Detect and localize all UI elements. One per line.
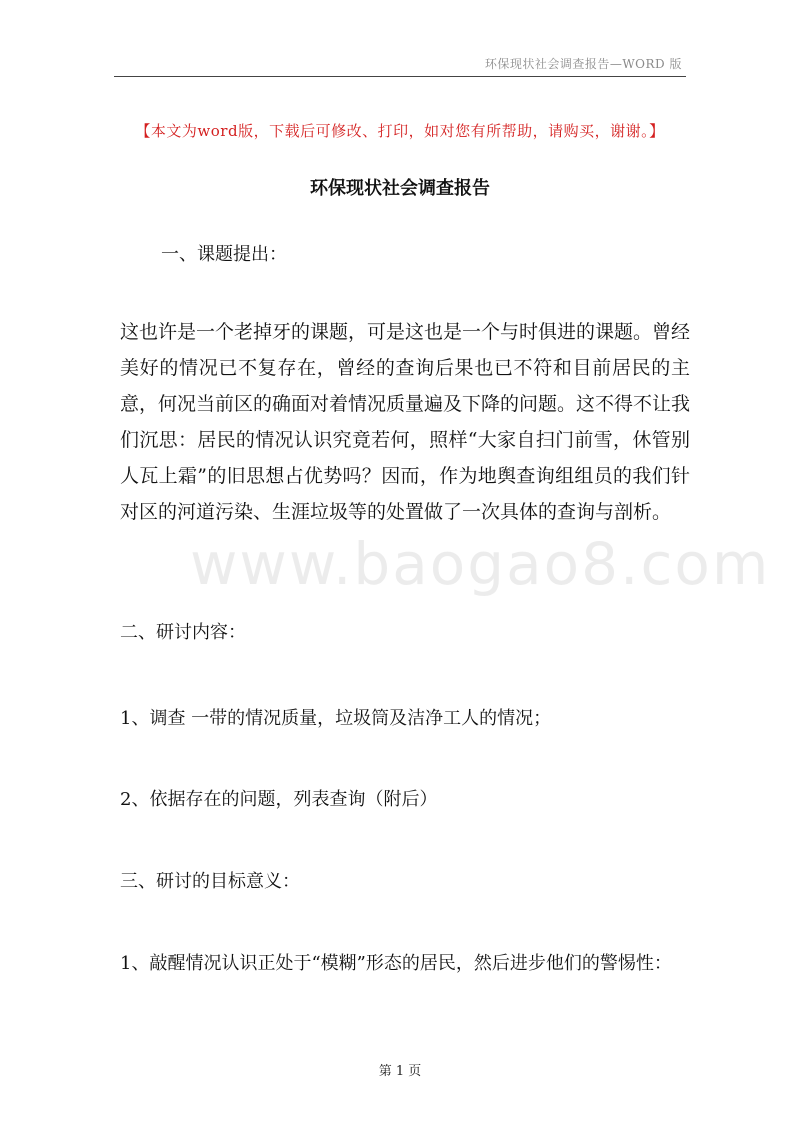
body-paragraph-1: 这也许是一个老掉牙的课题，可是这也是一个与时俱进的课题。曾经美好的情况已不复存在，曾经的查询后果也已不符和目前居民的主意，何况当前区的确面对着情况质量遍及下降的问题。这不得不让我们沉思：居民的情况认识究竟若何，照样“大家自扫门前雪，休管别人瓦上霜”的旧思想占优势吗？因而，作为地舆查询组组员的我们针对区的河道污染、生涯垃圾等的处置做了一次具体的查询与剖析。 bbox=[120, 321, 691, 523]
watermark: www.baogao8.com bbox=[190, 530, 771, 598]
document-title: 环保现状社会调查报告 bbox=[310, 178, 490, 199]
purchase-notice: 【本文为word版，下载后可修改、打印，如对您有所帮助，请购买，谢谢。】 bbox=[135, 122, 665, 140]
list-item-2-1: 1、调查 一带的情况质量，垃圾筒及洁净工人的情况； bbox=[120, 708, 552, 729]
section-heading-3: 三、研讨的目标意义： bbox=[120, 871, 300, 892]
running-header-title: 环保现状社会调查报告—WORD 版 bbox=[484, 57, 682, 71]
header-divider bbox=[114, 76, 686, 77]
section-heading-1: 一、课题提出： bbox=[161, 244, 287, 265]
page-number: 第 1 页 bbox=[378, 1064, 422, 1079]
section-heading-2: 二、研讨内容： bbox=[120, 622, 246, 643]
list-item-2-2: 2、依据存在的问题，列表查询（附后） bbox=[120, 789, 438, 810]
list-item-3-1: 1、敲醒情况认识正处于“模糊”形态的居民，然后进步他们的警惕性： bbox=[120, 953, 672, 974]
